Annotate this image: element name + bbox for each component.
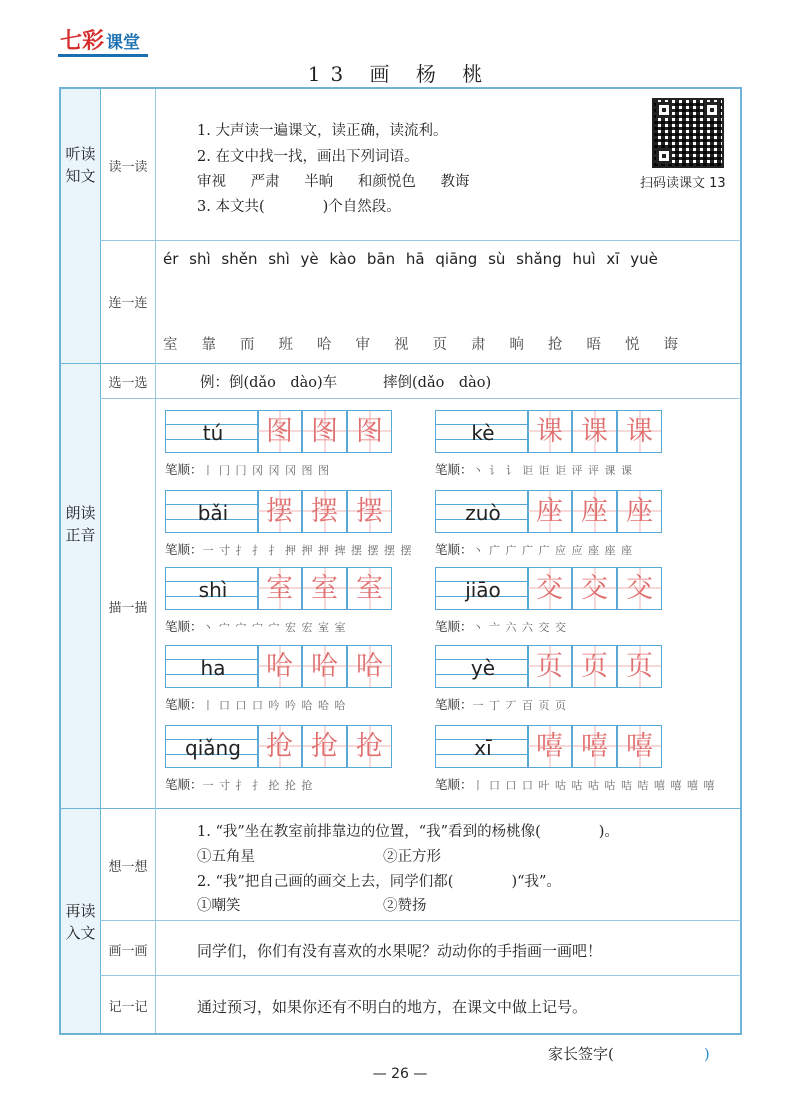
page-title: 13 画 杨 桃 bbox=[307, 62, 493, 86]
pinyin-text: jiāo bbox=[465, 578, 501, 602]
connect-char[interactable]: 悦 bbox=[625, 337, 640, 353]
think-q1-option-2[interactable]: ②正方形 bbox=[383, 849, 441, 865]
trace-char-box[interactable]: 交 bbox=[572, 567, 617, 610]
trace-block bbox=[165, 725, 395, 768]
choose-example: 例：倒(dǎo dào)车 bbox=[200, 375, 338, 391]
trace-block bbox=[435, 410, 665, 453]
connect-char[interactable]: 视 bbox=[394, 337, 409, 353]
pinyin-box bbox=[435, 410, 529, 453]
trace-char-box[interactable]: 室 bbox=[257, 567, 302, 610]
connect-char[interactable]: 诲 bbox=[663, 337, 678, 353]
word: 半晌 bbox=[304, 174, 334, 190]
trace-char-box[interactable]: 页 bbox=[572, 645, 617, 688]
stroke-order: 笔顺：丶 广 广 广 广 应 应 座 座 座 bbox=[435, 542, 633, 557]
think-q2-option-2[interactable]: ②赞扬 bbox=[383, 898, 427, 914]
section-column bbox=[61, 89, 101, 1033]
trace-char-box[interactable]: 室 bbox=[347, 567, 392, 610]
section-reread: 再读入文 bbox=[65, 902, 96, 942]
trace-char-box[interactable]: 座 bbox=[572, 490, 617, 533]
stroke-order: 笔顺：一 寸 扌 扌 抡 抡 抢 bbox=[165, 777, 314, 792]
pinyin-text: yè bbox=[470, 656, 496, 680]
logo-underline bbox=[58, 54, 148, 57]
signature-blank[interactable] bbox=[614, 1045, 704, 1063]
pinyin-text: tú bbox=[202, 421, 224, 445]
stroke-order: 笔顺：一 丁 丆 百 页 页 bbox=[435, 697, 567, 712]
trace-char-box[interactable]: 嘻 bbox=[572, 725, 617, 768]
label-trace: 描一描 bbox=[108, 601, 148, 616]
pinyin-box bbox=[435, 645, 529, 688]
connect-char[interactable]: 页 bbox=[432, 337, 447, 353]
connect-char[interactable]: 靠 bbox=[201, 337, 216, 353]
trace-char-box[interactable]: 图 bbox=[257, 410, 302, 453]
connect-char[interactable]: 而 bbox=[240, 337, 255, 353]
pinyin-box bbox=[165, 725, 259, 768]
label-think: 想一想 bbox=[108, 860, 148, 875]
think-q1: 1. “我”坐在教室前排靠边的位置，“我”看到的杨桃像( )。 bbox=[197, 824, 619, 840]
think-q1-option-1[interactable]: ①五角星 bbox=[197, 849, 255, 865]
connect-char[interactable]: 审 bbox=[355, 337, 370, 353]
trace-char-box[interactable]: 哈 bbox=[302, 645, 347, 688]
trace-block bbox=[435, 567, 665, 610]
connect-char[interactable]: 肃 bbox=[471, 337, 486, 353]
trace-block bbox=[165, 490, 395, 533]
pinyin-text: shì bbox=[198, 578, 228, 602]
pinyin-text: xī bbox=[474, 736, 492, 760]
stroke-order: 笔顺：丨 口 口 口 叶 咕 咕 咕 咕 咭 咭 嘻 嘻 嘻 嘻 bbox=[435, 777, 716, 792]
trace-char-box[interactable]: 座 bbox=[617, 490, 662, 533]
pinyin-text: qiǎng bbox=[185, 736, 241, 760]
trace-char-box[interactable]: 嘻 bbox=[527, 725, 572, 768]
trace-block bbox=[435, 645, 665, 688]
trace-char-box[interactable]: 页 bbox=[617, 645, 662, 688]
trace-char-box[interactable]: 图 bbox=[347, 410, 392, 453]
stroke-order: 笔顺：一 寸 扌 扌 扌 押 押 押 捭 摆 摆 摆 摆 bbox=[165, 542, 413, 557]
word: 审视 bbox=[197, 174, 226, 190]
connect-char[interactable]: 抢 bbox=[548, 337, 563, 353]
trace-char-box[interactable]: 摆 bbox=[302, 490, 347, 533]
brand-logo: 七彩 课堂 bbox=[60, 28, 141, 54]
trace-block bbox=[435, 725, 665, 768]
stroke-order: 笔顺：丶 亠 六 六 交 交 bbox=[435, 619, 567, 634]
trace-char-box[interactable]: 抢 bbox=[257, 725, 302, 768]
worksheet-frame bbox=[59, 87, 742, 1035]
trace-block bbox=[165, 410, 395, 453]
stroke-order: 笔顺：丨 口 口 口 吟 吟 哈 哈 哈 bbox=[165, 697, 347, 712]
trace-char-box[interactable]: 图 bbox=[302, 410, 347, 453]
page-number: — 26 — bbox=[372, 1066, 428, 1082]
label-note: 记一记 bbox=[108, 1000, 148, 1015]
trace-char-box[interactable]: 抢 bbox=[302, 725, 347, 768]
qr-code-icon[interactable] bbox=[652, 98, 724, 168]
answer-blank[interactable] bbox=[453, 874, 511, 890]
trace-char-box[interactable]: 哈 bbox=[347, 645, 392, 688]
trace-char-box[interactable]: 页 bbox=[527, 645, 572, 688]
stroke-order: 笔顺：丶 宀 宀 宀 宀 宏 宏 室 室 bbox=[165, 619, 347, 634]
pinyin-box bbox=[165, 490, 259, 533]
pinyin-box bbox=[165, 645, 259, 688]
word-list bbox=[197, 170, 469, 191]
pinyin-row: ér shì shěn shì yè kào bān hā qiāng sù shǎng huì xī yuè bbox=[163, 250, 658, 268]
choose-question[interactable]: 摔倒(dǎo dào) bbox=[383, 375, 492, 391]
label-draw: 画一画 bbox=[108, 944, 148, 959]
pinyin-box bbox=[165, 567, 259, 610]
answer-blank[interactable] bbox=[265, 199, 323, 215]
pinyin-text: kè bbox=[471, 421, 495, 445]
section-read-aloud: 朗读正音 bbox=[65, 504, 96, 544]
word: 教诲 bbox=[440, 174, 470, 190]
connect-char[interactable]: 班 bbox=[278, 337, 293, 353]
think-q2-option-1[interactable]: ①嘲笑 bbox=[197, 898, 241, 914]
trace-block bbox=[165, 567, 395, 610]
note-instruction: 通过预习，如果你还有不明白的地方，在课文中做上记号。 bbox=[197, 998, 588, 1016]
pinyin-text: bǎi bbox=[197, 501, 229, 525]
trace-char-box[interactable]: 嘻 bbox=[617, 725, 662, 768]
section-listen: 听读知文 bbox=[65, 145, 96, 185]
label-read: 读一读 bbox=[108, 160, 148, 175]
pinyin-box bbox=[435, 725, 529, 768]
trace-char-box[interactable]: 抢 bbox=[347, 725, 392, 768]
think-q2: 2. “我”把自己画的画交上去，同学们都( )“我”。 bbox=[197, 874, 561, 890]
connect-char[interactable]: 哈 bbox=[317, 337, 332, 353]
trace-char-box[interactable]: 摆 bbox=[347, 490, 392, 533]
trace-char-box[interactable]: 课 bbox=[617, 410, 662, 453]
word: 和颜悦色 bbox=[357, 174, 416, 190]
pinyin-text: ha bbox=[200, 656, 226, 680]
trace-char-box[interactable]: 交 bbox=[527, 567, 572, 610]
parent-signature: 家长签字( ) bbox=[548, 1045, 710, 1063]
stroke-order: 笔顺：丨 冂 冂 冈 冈 冈 图 图 bbox=[165, 462, 330, 477]
read-line-1: 1. 大声读一遍课文，读正确，读流利。 bbox=[197, 123, 448, 139]
connect-char[interactable]: 晤 bbox=[586, 337, 601, 353]
trace-char-box[interactable]: 室 bbox=[302, 567, 347, 610]
trace-char-box[interactable]: 交 bbox=[617, 567, 662, 610]
qr-caption: 扫码读课文 13 bbox=[640, 176, 726, 191]
trace-char-box[interactable]: 课 bbox=[572, 410, 617, 453]
word: 严肃 bbox=[250, 174, 280, 190]
trace-char-box[interactable]: 课 bbox=[527, 410, 572, 453]
answer-blank[interactable] bbox=[541, 824, 599, 840]
trace-char-box[interactable]: 摆 bbox=[257, 490, 302, 533]
connect-char[interactable]: 室 bbox=[163, 337, 178, 353]
label-choose: 选一选 bbox=[108, 376, 148, 391]
pinyin-text: zuò bbox=[465, 501, 501, 525]
trace-block bbox=[165, 645, 395, 688]
pinyin-box bbox=[435, 490, 529, 533]
trace-char-box[interactable]: 座 bbox=[527, 490, 572, 533]
read-line-2: 2. 在文中找一找，画出下列词语。 bbox=[197, 149, 419, 165]
trace-block bbox=[435, 490, 665, 533]
connect-char[interactable]: 晌 bbox=[509, 337, 524, 353]
read-line-3: 3. 本文共( )个自然段。 bbox=[197, 199, 401, 215]
stroke-order: 笔顺：丶 讠 讠 讵 讵 讵 评 评 课 课 bbox=[435, 462, 633, 477]
label-connect: 连一连 bbox=[108, 296, 148, 311]
pinyin-box bbox=[165, 410, 259, 453]
draw-instruction: 同学们，你们有没有喜欢的水果呢？动动你的手指画一画吧！ bbox=[197, 942, 603, 960]
pinyin-box bbox=[435, 567, 529, 610]
character-row bbox=[163, 333, 702, 354]
trace-char-box[interactable]: 哈 bbox=[257, 645, 302, 688]
